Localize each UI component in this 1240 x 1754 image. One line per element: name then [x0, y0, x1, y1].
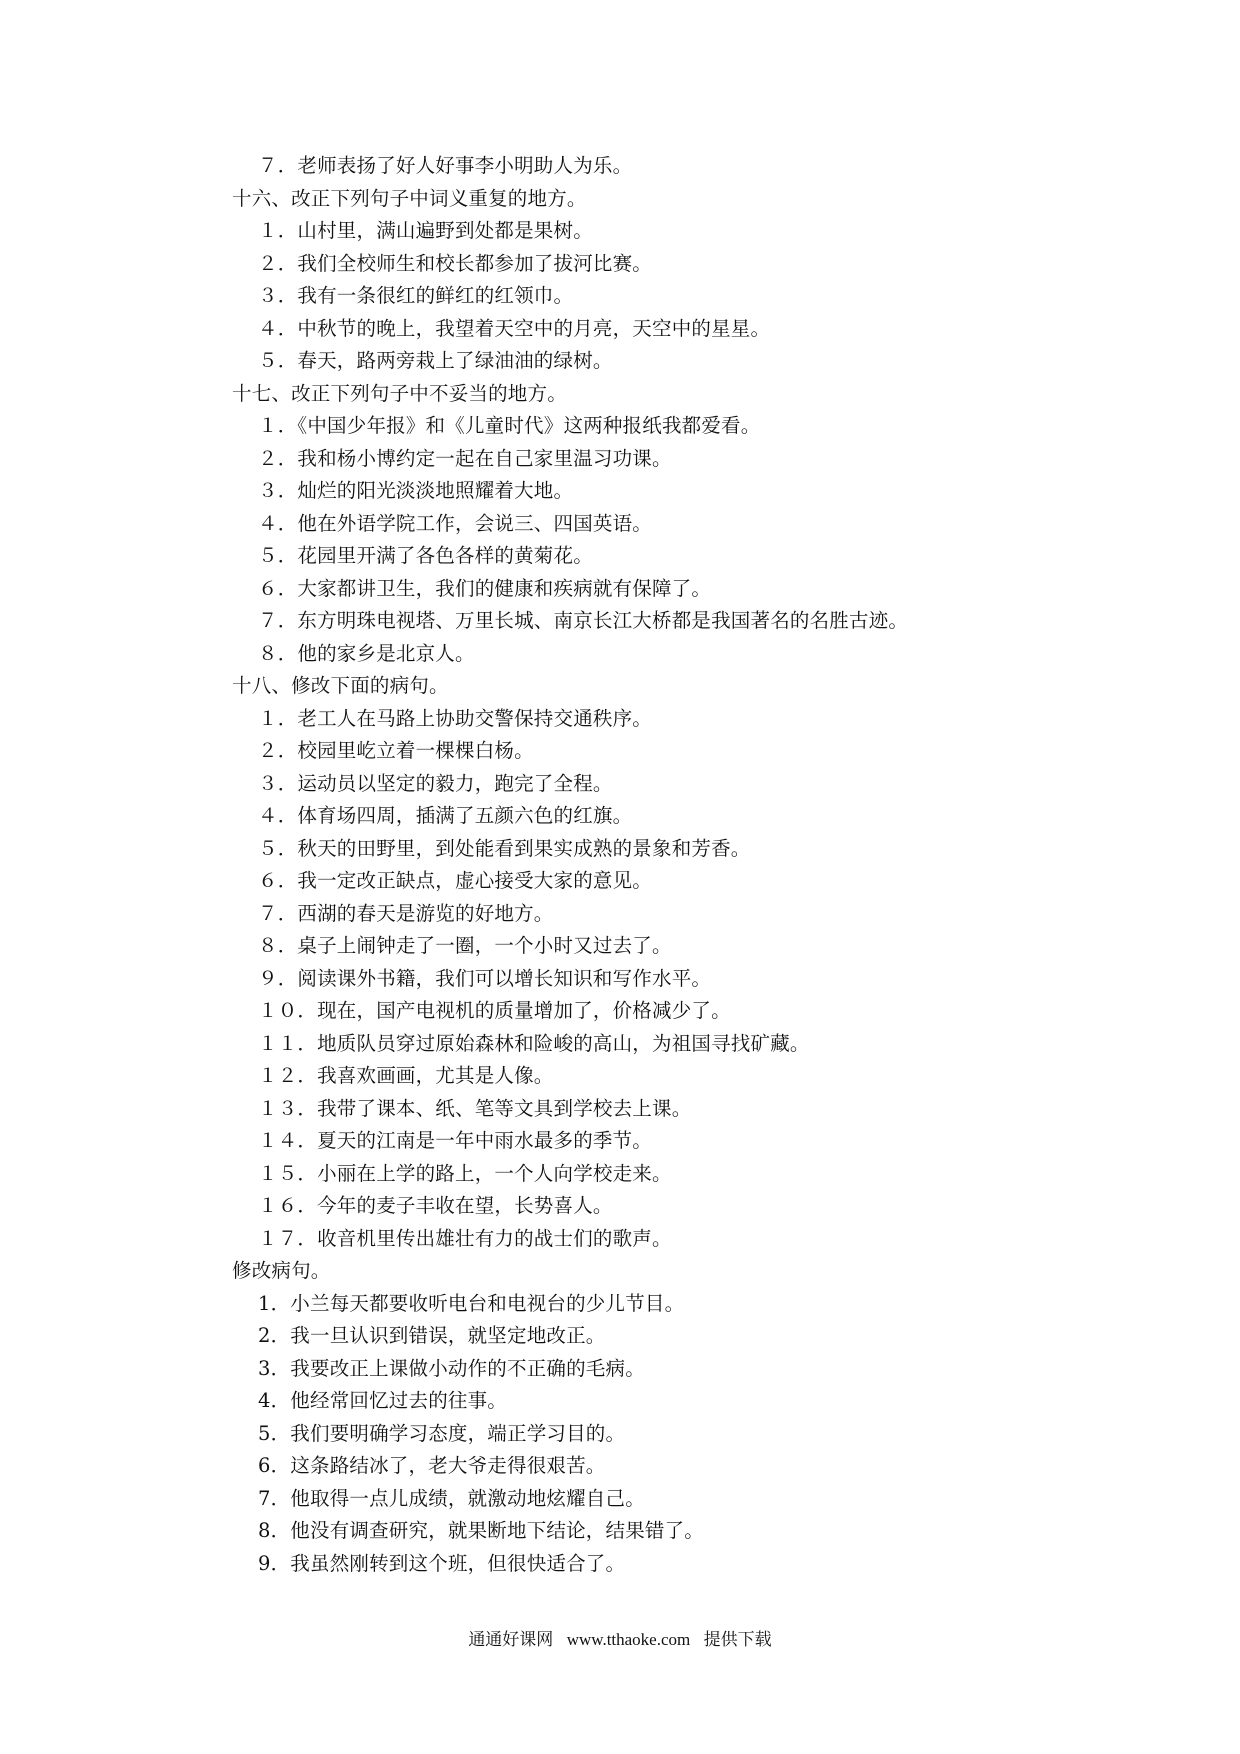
- exercise-sentence: １．山村里，满山遍野到处都是果树。: [258, 219, 593, 242]
- exercise-sentence: １０．现在，国产电视机的质量增加了，价格减少了。: [258, 999, 731, 1022]
- exercise-sentence: ７．东方明珠电视塔、万里长城、南京长江大桥都是我国著名的名胜古迹。: [258, 609, 909, 632]
- exercise-sentence: 9．我虽然刚转到这个班，但很快适合了。: [258, 1551, 626, 1575]
- exercise-sentence: 2．我一旦认识到错误，就坚定地改正。: [258, 1324, 606, 1347]
- exercise-sentence: ４．体育场四周，插满了五颜六色的红旗。: [258, 804, 633, 827]
- exercise-sentence: ３．灿烂的阳光淡淡地照耀着大地。: [258, 479, 574, 502]
- exercise-sentence: ２．我和杨小博约定一起在自己家里温习功课。: [258, 446, 672, 470]
- exercise-sentence: １．老工人在马路上协助交警保持交通秩序。: [258, 706, 653, 730]
- exercise-sentence: ５．秋天的田野里，到处能看到果实成熟的景象和芳香。: [258, 836, 751, 860]
- exercise-sentence: ４．他在外语学院工作，会说三、四国英语。: [258, 511, 653, 535]
- exercise-sentence: ８．他的家乡是北京人。: [258, 641, 475, 665]
- exercise-sentence: 1．小兰每天都要收听电台和电视台的少儿节目。: [258, 1291, 685, 1315]
- exercise-sentence: １６．今年的麦子丰收在望，长势喜人。: [258, 1194, 613, 1217]
- exercise-sentence: ６．我一定改正缺点，虚心接受大家的意见。: [258, 869, 653, 892]
- exercise-sentence: 5．我们要明确学习态度，端正学习目的。: [258, 1421, 626, 1445]
- exercise-sentence: 3．我要改正上课做小动作的不正确的毛病。: [258, 1356, 645, 1380]
- exercise-sentence: ７．老师表扬了好人好事李小明助人为乐。: [258, 154, 633, 177]
- exercise-sentence: ２．校园里屹立着一棵棵白杨。: [258, 739, 534, 762]
- page-footer: [0, 1628, 1240, 1652]
- exercise-sentence: 6．这条路结冰了，老大爷走得很艰苦。: [258, 1454, 606, 1477]
- document-body: [232, 150, 1192, 1580]
- footer-site-name: 通通好课网: [468, 1630, 554, 1650]
- exercise-sentence: １４．夏天的江南是一年中雨水最多的季节。: [258, 1129, 653, 1152]
- exercise-sentence: ５．花园里开满了各色各样的黄菊花。: [258, 544, 593, 567]
- exercise-sentence: ５．春天，路两旁栽上了绿油油的绿树。: [258, 349, 613, 372]
- exercise-sentence: １５．小丽在上学的路上，一个人向学校走来。: [258, 1161, 672, 1185]
- exercise-sentence: ４．中秋节的晚上，我望着天空中的月亮，天空中的星星。: [258, 316, 771, 340]
- exercise-sentence: １．《中国少年报》和《儿童时代》这两种报纸我都爱看。: [258, 414, 761, 437]
- exercise-sentence: ３．我有一条很红的鲜红的红领巾。: [258, 284, 574, 307]
- exercise-sentence: ９．阅读课外书籍，我们可以增长知识和写作水平。: [258, 966, 712, 990]
- exercise-sentence: ６．大家都讲卫生，我们的健康和疾病就有保障了。: [258, 576, 712, 600]
- section-heading: 修改病句。: [232, 1259, 331, 1282]
- exercise-sentence: ３．运动员以坚定的毅力，跑完了全程。: [258, 771, 613, 795]
- exercise-sentence: １１．地质队员穿过原始森林和险峻的高山，为祖国寻找矿藏。: [258, 1031, 810, 1055]
- exercise-sentence: 4．他经常回忆过去的往事。: [258, 1389, 508, 1412]
- section-heading: 十六、改正下列句子中词义重复的地方。: [232, 186, 587, 210]
- exercise-sentence: 7．他取得一点儿成绩，就激动地炫耀自己。: [258, 1486, 645, 1510]
- exercise-sentence: ７．西湖的春天是游览的好地方。: [258, 901, 554, 925]
- section-heading: 十七、改正下列句子中不妥当的地方。: [232, 381, 567, 405]
- exercise-sentence: ２．我们全校师生和校长都参加了拔河比赛。: [258, 251, 653, 275]
- exercise-sentence: ８．桌子上闹钟走了一圈，一个小时又过去了。: [258, 934, 672, 957]
- exercise-sentence: 8．他没有调查研究，就果断地下结论，结果错了。: [258, 1519, 705, 1542]
- footer-download-note: 提供下载: [703, 1630, 772, 1650]
- exercise-sentence: １２．我喜欢画画，尤其是人像。: [258, 1064, 554, 1087]
- section-heading: 十八、修改下面的病句。: [232, 674, 449, 697]
- exercise-sentence: １７．收音机里传出雄壮有力的战士们的歌声。: [258, 1226, 672, 1250]
- footer-url: www.tthaoke.com: [566, 1630, 691, 1649]
- exercise-sentence: １３．我带了课本、纸、笔等文具到学校去上课。: [258, 1096, 692, 1120]
